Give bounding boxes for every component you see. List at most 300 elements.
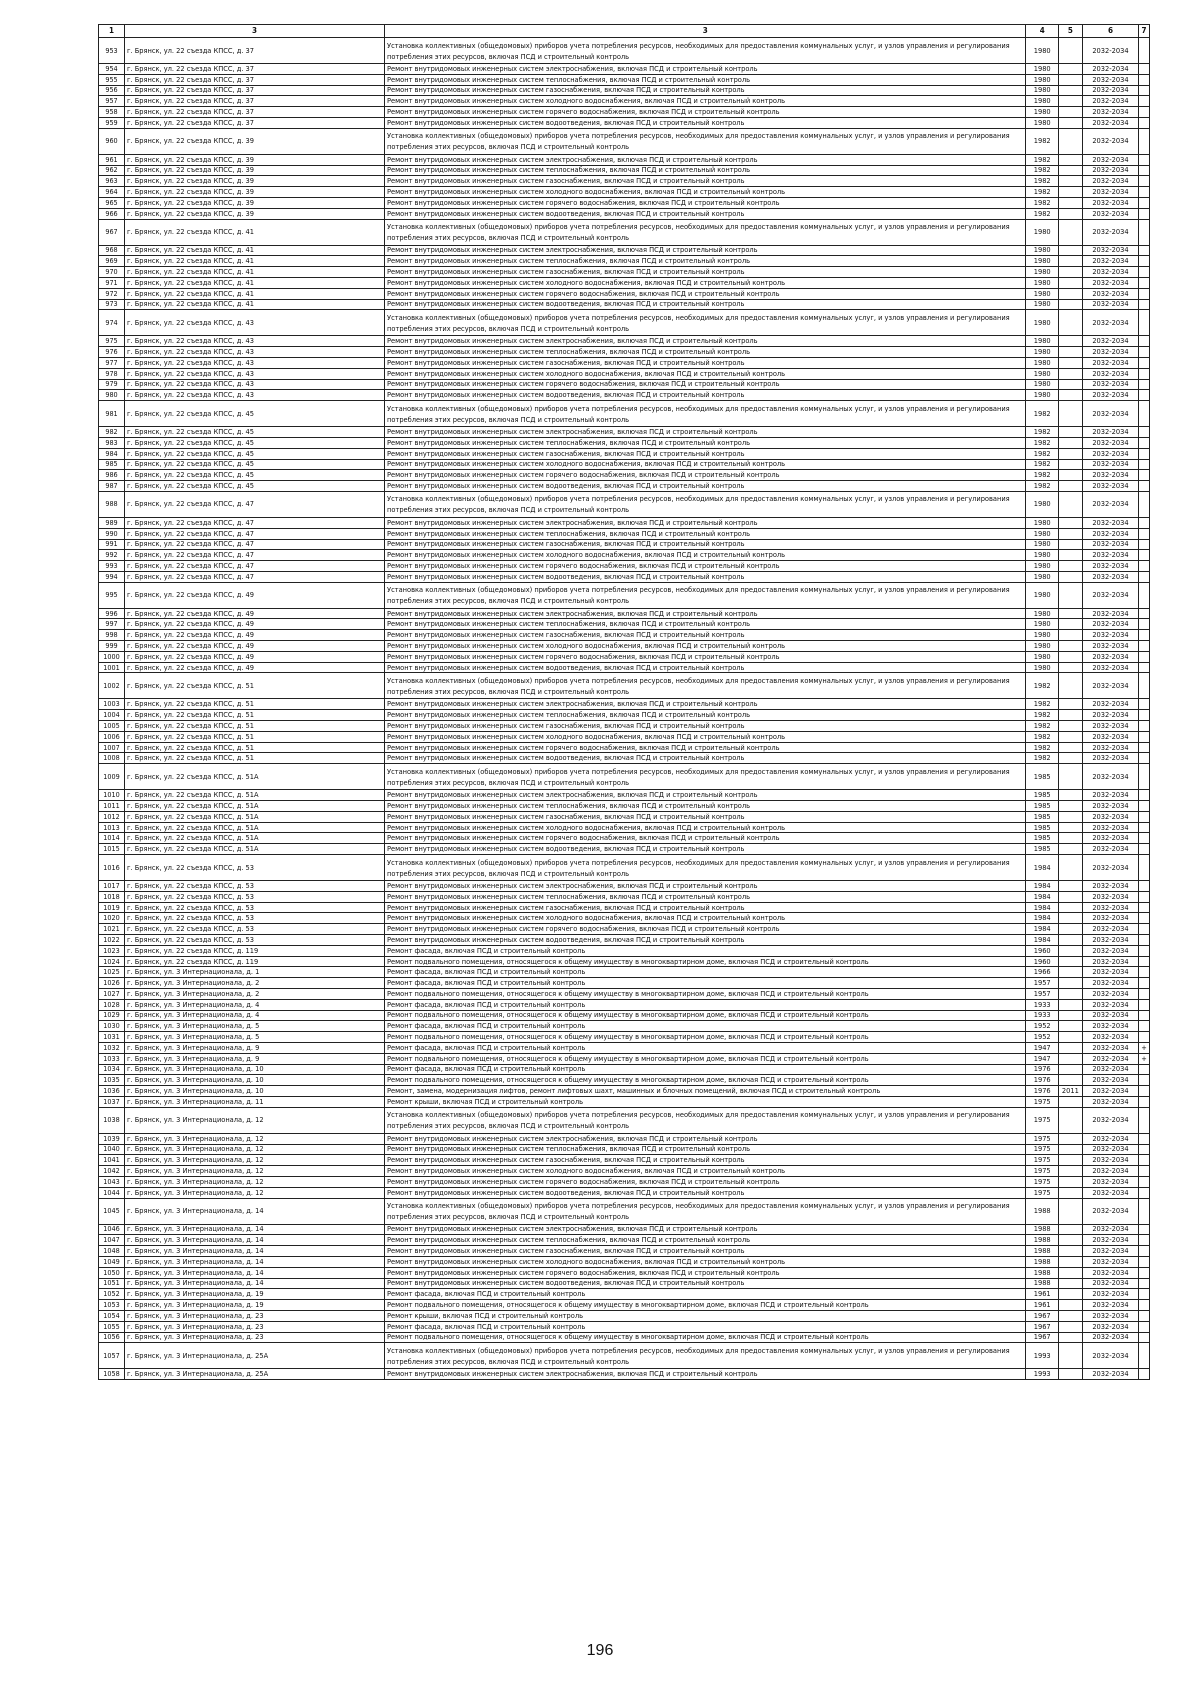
col5-cell — [1058, 561, 1082, 572]
table-row — [99, 187, 1150, 198]
mark-cell — [1139, 945, 1150, 956]
period-cell: 2032-2034 — [1082, 1343, 1138, 1369]
address-cell: г. Брянск, ул. 22 съезда КПСС, д. 39 — [125, 187, 385, 198]
col5-cell — [1058, 881, 1082, 892]
col5-cell — [1058, 1042, 1082, 1053]
address-cell: г. Брянск, ул. 22 съезда КПСС, д. 43 — [125, 336, 385, 347]
address-cell: г. Брянск, ул. 22 съезда КПСС, д. 53 — [125, 902, 385, 913]
period-cell: 2032-2034 — [1082, 811, 1138, 822]
mark-cell — [1139, 154, 1150, 165]
period-cell: 2032-2034 — [1082, 357, 1138, 368]
col5-cell — [1058, 989, 1082, 1000]
table-row — [99, 64, 1150, 75]
header-cell: 4 — [1026, 25, 1059, 38]
period-cell: 2032-2034 — [1082, 491, 1138, 517]
row-number: 955 — [99, 74, 125, 85]
year-cell: 1982 — [1026, 673, 1059, 699]
row-number: 1044 — [99, 1187, 125, 1198]
period-cell: 2032-2034 — [1082, 1086, 1138, 1097]
year-cell: 1980 — [1026, 357, 1059, 368]
period-cell: 2032-2034 — [1082, 989, 1138, 1000]
address-cell: г. Брянск, ул. 22 съезда КПСС, д. 47 — [125, 517, 385, 528]
table-row — [99, 833, 1150, 844]
work-cell: Ремонт подвального помещения, относящегося к общему имуществу в многоквартирном доме, включая ПСД и строительный контроль — [385, 1332, 1026, 1343]
row-number: 1009 — [99, 764, 125, 790]
year-cell: 1975 — [1026, 1187, 1059, 1198]
mark-cell: + — [1139, 1042, 1150, 1053]
work-cell: Установка коллективных (общедомовых) приборов учета потребления ресурсов, необходимых для предоставления коммунальных услуг, и узлов управления и регулирования потребления этих ресурсов, включая ПСД и строительный контроль — [385, 401, 1026, 427]
year-cell: 1980 — [1026, 277, 1059, 288]
table-row — [99, 967, 1150, 978]
mark-cell — [1139, 539, 1150, 550]
address-cell: г. Брянск, ул. 22 съезда КПСС, д. 49 — [125, 630, 385, 641]
work-cell: Ремонт внутридомовых инженерных систем холодного водоснабжения, включая ПСД и строительный контроль — [385, 913, 1026, 924]
mark-cell — [1139, 764, 1150, 790]
period-cell: 2032-2034 — [1082, 197, 1138, 208]
col5-cell — [1058, 1300, 1082, 1311]
col5-cell — [1058, 401, 1082, 427]
address-cell: г. Брянск, ул. 3 Интернационала, д. 10 — [125, 1086, 385, 1097]
address-cell: г. Брянск, ул. 22 съезда КПСС, д. 119 — [125, 945, 385, 956]
table-row — [99, 630, 1150, 641]
col5-cell — [1058, 74, 1082, 85]
col5-cell — [1058, 1176, 1082, 1187]
mark-cell — [1139, 956, 1150, 967]
year-cell: 1982 — [1026, 165, 1059, 176]
address-cell: г. Брянск, ул. 3 Интернационала, д. 2 — [125, 978, 385, 989]
row-number: 1002 — [99, 673, 125, 699]
table-row — [99, 989, 1150, 1000]
work-cell: Ремонт внутридомовых инженерных систем горячего водоснабжения, включая ПСД и строительный контроль — [385, 561, 1026, 572]
mark-cell — [1139, 571, 1150, 582]
work-cell: Ремонт внутридомовых инженерных систем газоснабжения, включая ПСД и строительный контроль — [385, 630, 1026, 641]
col5-cell — [1058, 651, 1082, 662]
year-cell: 1980 — [1026, 267, 1059, 278]
row-number: 1019 — [99, 902, 125, 913]
row-number: 982 — [99, 427, 125, 438]
mark-cell — [1139, 197, 1150, 208]
period-cell: 2032-2034 — [1082, 85, 1138, 96]
col5-cell — [1058, 550, 1082, 561]
work-cell: Ремонт внутридомовых инженерных систем водоотведения, включая ПСД и строительный контроль — [385, 208, 1026, 219]
row-number: 1008 — [99, 753, 125, 764]
row-number: 966 — [99, 208, 125, 219]
mark-cell — [1139, 811, 1150, 822]
year-cell: 1980 — [1026, 117, 1059, 128]
work-cell: Установка коллективных (общедомовых) приборов учета потребления ресурсов, необходимых для предоставления коммунальных услуг, и узлов управления и регулирования потребления этих ресурсов, включая ПСД и строительный контроль — [385, 1198, 1026, 1224]
address-cell: г. Брянск, ул. 3 Интернационала, д. 14 — [125, 1256, 385, 1267]
mark-cell — [1139, 117, 1150, 128]
work-cell: Ремонт внутридомовых инженерных систем газоснабжения, включая ПСД и строительный контроль — [385, 539, 1026, 550]
col5-cell — [1058, 85, 1082, 96]
table-row — [99, 913, 1150, 924]
year-cell: 1952 — [1026, 1021, 1059, 1032]
mark-cell — [1139, 1010, 1150, 1021]
col5-cell — [1058, 935, 1082, 946]
year-cell: 1988 — [1026, 1198, 1059, 1224]
period-cell: 2032-2034 — [1082, 459, 1138, 470]
address-cell: г. Брянск, ул. 22 съезда КПСС, д. 47 — [125, 571, 385, 582]
work-cell: Ремонт, замена, модернизация лифтов, ремонт лифтовых шахт, машинных и блочных помещений, включая ПСД и строительный контроль — [385, 1086, 1026, 1097]
mark-cell — [1139, 437, 1150, 448]
address-cell: г. Брянск, ул. 22 съезда КПСС, д. 47 — [125, 491, 385, 517]
work-cell: Ремонт внутридомовых инженерных систем горячего водоснабжения, включая ПСД и строительный контроль — [385, 1176, 1026, 1187]
address-cell: г. Брянск, ул. 3 Интернационала, д. 11 — [125, 1096, 385, 1107]
period-cell: 2032-2034 — [1082, 978, 1138, 989]
year-cell: 1980 — [1026, 96, 1059, 107]
year-cell: 1980 — [1026, 517, 1059, 528]
year-cell: 1982 — [1026, 176, 1059, 187]
mark-cell — [1139, 1235, 1150, 1246]
period-cell: 2032-2034 — [1082, 764, 1138, 790]
year-cell: 1975 — [1026, 1107, 1059, 1133]
row-number: 1054 — [99, 1310, 125, 1321]
period-cell: 2032-2034 — [1082, 96, 1138, 107]
col5-cell — [1058, 1246, 1082, 1257]
work-cell: Ремонт внутридомовых инженерных систем газоснабжения, включая ПСД и строительный контроль — [385, 267, 1026, 278]
period-cell: 2032-2034 — [1082, 1300, 1138, 1311]
col5-cell — [1058, 571, 1082, 582]
mark-cell — [1139, 822, 1150, 833]
address-cell: г. Брянск, ул. 22 съезда КПСС, д. 51 — [125, 753, 385, 764]
period-cell: 2032-2034 — [1082, 855, 1138, 881]
row-number: 988 — [99, 491, 125, 517]
col5-cell: 2011 — [1058, 1086, 1082, 1097]
table-row — [99, 571, 1150, 582]
year-cell: 1982 — [1026, 470, 1059, 481]
table-row — [99, 662, 1150, 673]
year-cell: 1988 — [1026, 1246, 1059, 1257]
mark-cell: + — [1139, 1053, 1150, 1064]
row-number: 1029 — [99, 1010, 125, 1021]
row-number: 967 — [99, 219, 125, 245]
mark-cell — [1139, 833, 1150, 844]
table-row — [99, 107, 1150, 118]
year-cell: 1961 — [1026, 1300, 1059, 1311]
address-cell: г. Брянск, ул. 22 съезда КПСС, д. 51А — [125, 844, 385, 855]
address-cell: г. Брянск, ул. 22 съезда КПСС, д. 39 — [125, 176, 385, 187]
period-cell: 2032-2034 — [1082, 1064, 1138, 1075]
period-cell: 2032-2034 — [1082, 437, 1138, 448]
period-cell: 2032-2034 — [1082, 1053, 1138, 1064]
col5-cell — [1058, 427, 1082, 438]
row-number: 1038 — [99, 1107, 125, 1133]
period-cell: 2032-2034 — [1082, 731, 1138, 742]
address-cell: г. Брянск, ул. 3 Интернационала, д. 10 — [125, 1064, 385, 1075]
mark-cell — [1139, 1321, 1150, 1332]
table-row — [99, 582, 1150, 608]
work-cell: Ремонт внутридомовых инженерных систем теплоснабжения, включая ПСД и строительный контроль — [385, 528, 1026, 539]
period-cell: 2032-2034 — [1082, 539, 1138, 550]
address-cell: г. Брянск, ул. 22 съезда КПСС, д. 37 — [125, 74, 385, 85]
address-cell: г. Брянск, ул. 22 съезда КПСС, д. 119 — [125, 956, 385, 967]
mark-cell — [1139, 1289, 1150, 1300]
row-number: 954 — [99, 64, 125, 75]
table-row — [99, 1075, 1150, 1086]
row-number: 1024 — [99, 956, 125, 967]
mark-cell — [1139, 347, 1150, 358]
work-cell: Установка коллективных (общедомовых) приборов учета потребления ресурсов, необходимых для предоставления коммунальных услуг, и узлов управления и регулирования потребления этих ресурсов, включая ПСД и строительный контроль — [385, 491, 1026, 517]
year-cell: 1966 — [1026, 967, 1059, 978]
address-cell: г. Брянск, ул. 22 съезда КПСС, д. 37 — [125, 96, 385, 107]
table-row — [99, 310, 1150, 336]
row-number: 1033 — [99, 1053, 125, 1064]
period-cell: 2032-2034 — [1082, 401, 1138, 427]
col5-cell — [1058, 1343, 1082, 1369]
row-number: 972 — [99, 288, 125, 299]
address-cell: г. Брянск, ул. 3 Интернационала, д. 23 — [125, 1321, 385, 1332]
year-cell: 1980 — [1026, 571, 1059, 582]
row-number: 1011 — [99, 801, 125, 812]
row-number: 981 — [99, 401, 125, 427]
period-cell: 2032-2034 — [1082, 379, 1138, 390]
row-number: 983 — [99, 437, 125, 448]
table-row — [99, 481, 1150, 492]
table-row — [99, 1042, 1150, 1053]
address-cell: г. Брянск, ул. 3 Интернационала, д. 9 — [125, 1053, 385, 1064]
row-number: 1017 — [99, 881, 125, 892]
mark-cell — [1139, 85, 1150, 96]
mark-cell — [1139, 641, 1150, 652]
period-cell: 2032-2034 — [1082, 267, 1138, 278]
work-cell: Ремонт фасада, включая ПСД и строительный контроль — [385, 1021, 1026, 1032]
table-row — [99, 699, 1150, 710]
year-cell: 1980 — [1026, 288, 1059, 299]
mark-cell — [1139, 999, 1150, 1010]
work-cell: Ремонт подвального помещения, относящегося к общему имуществу в многоквартирном доме, включая ПСД и строительный контроль — [385, 1053, 1026, 1064]
address-cell: г. Брянск, ул. 22 съезда КПСС, д. 39 — [125, 165, 385, 176]
year-cell: 1982 — [1026, 481, 1059, 492]
year-cell: 1982 — [1026, 427, 1059, 438]
work-cell: Ремонт внутридомовых инженерных систем электроснабжения, включая ПСД и строительный контроль — [385, 1369, 1026, 1380]
work-cell: Ремонт фасада, включая ПСД и строительный контроль — [385, 1321, 1026, 1332]
header-row — [99, 25, 1150, 38]
period-cell: 2032-2034 — [1082, 891, 1138, 902]
period-cell: 2032-2034 — [1082, 1010, 1138, 1021]
period-cell: 2032-2034 — [1082, 999, 1138, 1010]
address-cell: г. Брянск, ул. 3 Интернационала, д. 19 — [125, 1289, 385, 1300]
address-cell: г. Брянск, ул. 22 съезда КПСС, д. 39 — [125, 208, 385, 219]
col5-cell — [1058, 945, 1082, 956]
work-cell: Ремонт внутридомовых инженерных систем водоотведения, включая ПСД и строительный контроль — [385, 1187, 1026, 1198]
mark-cell — [1139, 1021, 1150, 1032]
row-number: 1004 — [99, 710, 125, 721]
col5-cell — [1058, 470, 1082, 481]
table-row — [99, 96, 1150, 107]
period-cell: 2032-2034 — [1082, 427, 1138, 438]
year-cell: 1984 — [1026, 855, 1059, 881]
row-number: 1014 — [99, 833, 125, 844]
row-number: 1023 — [99, 945, 125, 956]
work-cell: Ремонт внутридомовых инженерных систем холодного водоснабжения, включая ПСД и строительный контроль — [385, 368, 1026, 379]
table-row — [99, 1010, 1150, 1021]
table-row — [99, 208, 1150, 219]
col5-cell — [1058, 790, 1082, 801]
address-cell: г. Брянск, ул. 22 съезда КПСС, д. 41 — [125, 256, 385, 267]
address-cell: г. Брянск, ул. 22 съезда КПСС, д. 49 — [125, 608, 385, 619]
address-cell: г. Брянск, ул. 22 съезда КПСС, д. 53 — [125, 891, 385, 902]
col5-cell — [1058, 491, 1082, 517]
work-cell: Ремонт внутридомовых инженерных систем холодного водоснабжения, включая ПСД и строительный контроль — [385, 822, 1026, 833]
col5-cell — [1058, 1075, 1082, 1086]
col5-cell — [1058, 219, 1082, 245]
address-cell: г. Брянск, ул. 22 съезда КПСС, д. 41 — [125, 267, 385, 278]
period-cell: 2032-2034 — [1082, 1176, 1138, 1187]
work-cell: Ремонт внутридомовых инженерных систем горячего водоснабжения, включая ПСД и строительный контроль — [385, 470, 1026, 481]
table-row — [99, 256, 1150, 267]
mark-cell — [1139, 176, 1150, 187]
mark-cell — [1139, 219, 1150, 245]
year-cell: 1984 — [1026, 913, 1059, 924]
year-cell: 1976 — [1026, 1086, 1059, 1097]
period-cell: 2032-2034 — [1082, 1246, 1138, 1257]
address-cell: г. Брянск, ул. 22 съезда КПСС, д. 49 — [125, 641, 385, 652]
year-cell: 1984 — [1026, 902, 1059, 913]
row-number: 1006 — [99, 731, 125, 742]
mark-cell — [1139, 208, 1150, 219]
period-cell: 2032-2034 — [1082, 74, 1138, 85]
period-cell: 2032-2034 — [1082, 721, 1138, 732]
row-number: 974 — [99, 310, 125, 336]
year-cell: 1960 — [1026, 956, 1059, 967]
period-cell: 2032-2034 — [1082, 608, 1138, 619]
col5-cell — [1058, 673, 1082, 699]
year-cell: 1980 — [1026, 582, 1059, 608]
address-cell: г. Брянск, ул. 22 съезда КПСС, д. 49 — [125, 651, 385, 662]
work-cell: Ремонт внутридомовых инженерных систем горячего водоснабжения, включая ПСД и строительный контроль — [385, 379, 1026, 390]
address-cell: г. Брянск, ул. 3 Интернационала, д. 12 — [125, 1107, 385, 1133]
year-cell: 1985 — [1026, 833, 1059, 844]
year-cell: 1985 — [1026, 844, 1059, 855]
mark-cell — [1139, 630, 1150, 641]
year-cell: 1982 — [1026, 208, 1059, 219]
year-cell: 1993 — [1026, 1369, 1059, 1380]
address-cell: г. Брянск, ул. 22 съезда КПСС, д. 53 — [125, 935, 385, 946]
row-number: 994 — [99, 571, 125, 582]
year-cell: 1980 — [1026, 379, 1059, 390]
row-number: 1050 — [99, 1267, 125, 1278]
col5-cell — [1058, 801, 1082, 812]
work-cell: Установка коллективных (общедомовых) приборов учета потребления ресурсов, необходимых для предоставления коммунальных услуг, и узлов управления и регулирования потребления этих ресурсов, включая ПСД и строительный контроль — [385, 310, 1026, 336]
row-number: 1010 — [99, 790, 125, 801]
table-row — [99, 368, 1150, 379]
period-cell: 2032-2034 — [1082, 1332, 1138, 1343]
row-number: 976 — [99, 347, 125, 358]
year-cell: 1984 — [1026, 924, 1059, 935]
row-number: 985 — [99, 459, 125, 470]
work-cell: Ремонт внутридомовых инженерных систем электроснабжения, включая ПСД и строительный контроль — [385, 608, 1026, 619]
period-cell: 2032-2034 — [1082, 1107, 1138, 1133]
col5-cell — [1058, 154, 1082, 165]
period-cell: 2032-2034 — [1082, 1187, 1138, 1198]
work-cell: Ремонт фасада, включая ПСД и строительный контроль — [385, 1042, 1026, 1053]
row-number: 1048 — [99, 1246, 125, 1257]
row-number: 1058 — [99, 1369, 125, 1380]
period-cell: 2032-2034 — [1082, 651, 1138, 662]
period-cell: 2032-2034 — [1082, 517, 1138, 528]
row-number: 1042 — [99, 1166, 125, 1177]
capital-repair-table — [98, 24, 1150, 1380]
period-cell: 2032-2034 — [1082, 1224, 1138, 1235]
table-row — [99, 277, 1150, 288]
year-cell: 1967 — [1026, 1332, 1059, 1343]
mark-cell — [1139, 310, 1150, 336]
table-row — [99, 470, 1150, 481]
table-row — [99, 924, 1150, 935]
row-number: 1032 — [99, 1042, 125, 1053]
year-cell: 1982 — [1026, 448, 1059, 459]
table-row — [99, 811, 1150, 822]
period-cell: 2032-2034 — [1082, 1075, 1138, 1086]
work-cell: Установка коллективных (общедомовых) приборов учета потребления ресурсов, необходимых для предоставления коммунальных услуг, и узлов управления и регулирования потребления этих ресурсов, включая ПСД и строительный контроль — [385, 1107, 1026, 1133]
table-row — [99, 85, 1150, 96]
year-cell: 1980 — [1026, 619, 1059, 630]
work-cell: Ремонт внутридомовых инженерных систем горячего водоснабжения, включая ПСД и строительный контроль — [385, 288, 1026, 299]
mark-cell — [1139, 427, 1150, 438]
address-cell: г. Брянск, ул. 22 съезда КПСС, д. 45 — [125, 481, 385, 492]
address-cell: г. Брянск, ул. 3 Интернационала, д. 14 — [125, 1235, 385, 1246]
col5-cell — [1058, 1064, 1082, 1075]
year-cell: 1967 — [1026, 1321, 1059, 1332]
work-cell: Установка коллективных (общедомовых) приборов учета потребления ресурсов, необходимых для предоставления коммунальных услуг, и узлов управления и регулирования потребления этих ресурсов, включая ПСД и строительный контроль — [385, 582, 1026, 608]
mark-cell — [1139, 935, 1150, 946]
address-cell: г. Брянск, ул. 22 съезда КПСС, д. 51А — [125, 811, 385, 822]
year-cell: 1993 — [1026, 1343, 1059, 1369]
period-cell: 2032-2034 — [1082, 913, 1138, 924]
row-number: 995 — [99, 582, 125, 608]
row-number: 970 — [99, 267, 125, 278]
row-number: 1056 — [99, 1332, 125, 1343]
work-cell: Ремонт внутридомовых инженерных систем электроснабжения, включая ПСД и строительный контроль — [385, 1224, 1026, 1235]
period-cell: 2032-2034 — [1082, 1155, 1138, 1166]
address-cell: г. Брянск, ул. 22 съезда КПСС, д. 51А — [125, 822, 385, 833]
year-cell: 1982 — [1026, 459, 1059, 470]
row-number: 1028 — [99, 999, 125, 1010]
work-cell: Ремонт внутридомовых инженерных систем газоснабжения, включая ПСД и строительный контроль — [385, 357, 1026, 368]
year-cell: 1975 — [1026, 1166, 1059, 1177]
period-cell: 2032-2034 — [1082, 38, 1138, 64]
period-cell: 2032-2034 — [1082, 571, 1138, 582]
mark-cell — [1139, 165, 1150, 176]
work-cell: Ремонт подвального помещения, относящегося к общему имуществу в многоквартирном доме, включая ПСД и строительный контроль — [385, 1010, 1026, 1021]
work-cell: Установка коллективных (общедомовых) приборов учета потребления ресурсов, необходимых для предоставления коммунальных услуг, и узлов управления и регулирования потребления этих ресурсов, включая ПСД и строительный контроль — [385, 855, 1026, 881]
col5-cell — [1058, 357, 1082, 368]
work-cell: Ремонт внутридомовых инженерных систем газоснабжения, включая ПСД и строительный контроль — [385, 902, 1026, 913]
table-row — [99, 999, 1150, 1010]
table-row — [99, 1289, 1150, 1300]
work-cell: Ремонт внутридомовых инженерных систем водоотведения, включая ПСД и строительный контроль — [385, 481, 1026, 492]
period-cell: 2032-2034 — [1082, 1133, 1138, 1144]
col5-cell — [1058, 277, 1082, 288]
work-cell: Ремонт фасада, включая ПСД и строительный контроль — [385, 967, 1026, 978]
period-cell: 2032-2034 — [1082, 844, 1138, 855]
work-cell: Ремонт внутридомовых инженерных систем горячего водоснабжения, включая ПСД и строительный контроль — [385, 107, 1026, 118]
table-row — [99, 561, 1150, 572]
period-cell: 2032-2034 — [1082, 1310, 1138, 1321]
col5-cell — [1058, 844, 1082, 855]
year-cell: 1975 — [1026, 1096, 1059, 1107]
work-cell: Ремонт внутридомовых инженерных систем электроснабжения, включая ПСД и строительный контроль — [385, 790, 1026, 801]
table-row — [99, 267, 1150, 278]
mark-cell — [1139, 1224, 1150, 1235]
col5-cell — [1058, 1256, 1082, 1267]
year-cell: 1985 — [1026, 764, 1059, 790]
col5-cell — [1058, 176, 1082, 187]
address-cell: г. Брянск, ул. 22 съезда КПСС, д. 39 — [125, 128, 385, 154]
address-cell: г. Брянск, ул. 3 Интернационала, д. 25А — [125, 1369, 385, 1380]
year-cell: 1984 — [1026, 891, 1059, 902]
work-cell: Ремонт внутридомовых инженерных систем горячего водоснабжения, включая ПСД и строительный контроль — [385, 651, 1026, 662]
